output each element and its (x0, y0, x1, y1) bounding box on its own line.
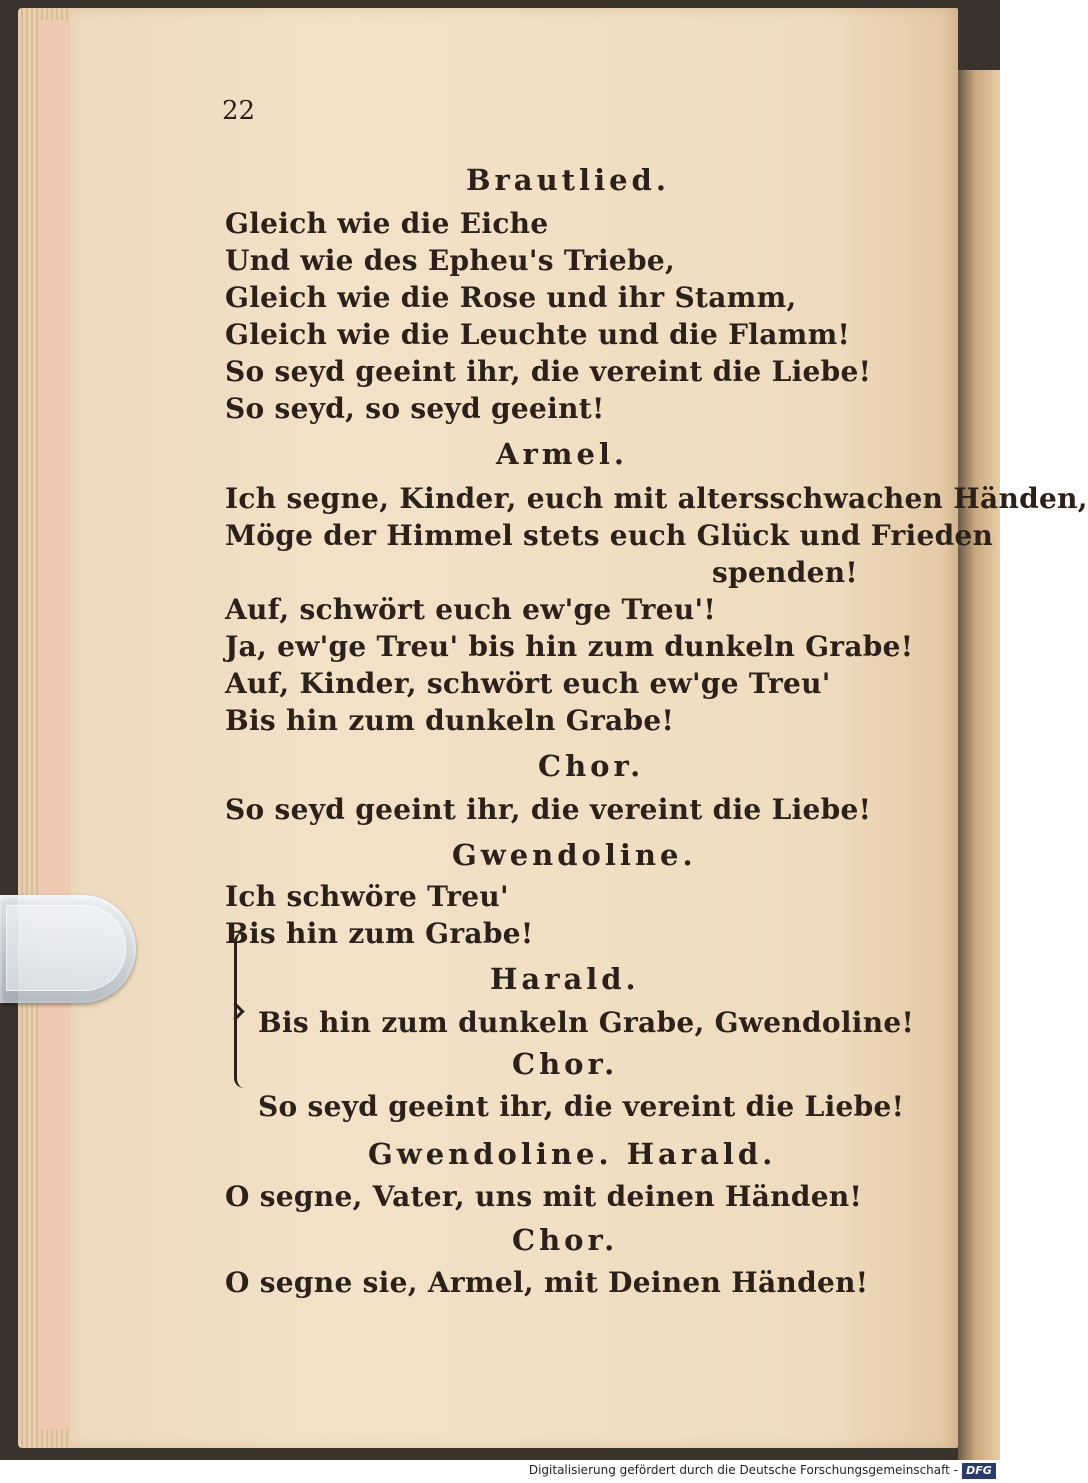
text-line: O segne sie, Armel, mit Deinen Händen! (225, 1266, 869, 1299)
heading-chor: Chor. (512, 1047, 619, 1081)
page-stack-inner-edge (38, 20, 68, 1430)
page-clip (0, 895, 136, 1003)
heading-harald: Harald. (490, 962, 640, 996)
text-line: Auf, schwört euch ew'ge Treu'! (225, 593, 716, 626)
heading-armel: Armel. (496, 437, 629, 471)
text-line: So seyd geeint ihr, die vereint die Liebe! (225, 355, 872, 388)
text-line: Gleich wie die Rose und ihr Stamm, (225, 281, 797, 314)
heading-chor: Chor. (538, 749, 645, 783)
dfg-logo: DFG (962, 1463, 996, 1479)
heading-gwendoline: Gwendoline. (452, 838, 697, 872)
text-line: O segne, Vater, uns mit deinen Händen! (225, 1180, 863, 1213)
text-line: Gleich wie die Leuchte und die Flamm! (225, 318, 851, 351)
page-number: 22 (222, 96, 256, 126)
text-line: So seyd, so seyd geeint! (225, 392, 605, 425)
text-line: Ich segne, Kinder, euch mit altersschwachen Händen, (225, 482, 1088, 515)
text-line: Und wie des Epheu's Triebe, (225, 244, 676, 277)
text-line: Bis hin zum dunkeln Grabe! (225, 704, 675, 737)
text-line: Bis hin zum dunkeln Grabe, Gwendoline! (258, 1006, 915, 1039)
footer-funding-text: Digitalisierung gefördert durch die Deutsche Forschungsgemeinschaft - (528, 1463, 958, 1477)
footer-bar (0, 1460, 1000, 1483)
heading-brautlied: Brautlied. (466, 163, 670, 197)
text-line: So seyd geeint ihr, die vereint die Liebe! (258, 1090, 905, 1123)
text-line: Gleich wie die Eiche (225, 207, 549, 240)
text-line: Auf, Kinder, schwört euch ew'ge Treu' (225, 667, 831, 700)
heading-chor: Chor. (512, 1223, 619, 1257)
text-line: Möge der Himmel stets euch Glück und Frieden (225, 519, 994, 552)
next-page-edge (958, 70, 1000, 1460)
text-line: So seyd geeint ihr, die vereint die Liebe! (225, 793, 872, 826)
text-line: Ich schwöre Treu' (225, 880, 509, 913)
text-line: spenden! (712, 556, 858, 589)
page-clip-highlight (6, 905, 126, 991)
heading-gwendoline-harald: Gwendoline. Harald. (368, 1137, 777, 1171)
text-line: Bis hin zum Grabe! (225, 917, 534, 950)
text-line: Ja, ew'ge Treu' bis hin zum dunkeln Grabe! (225, 630, 914, 663)
